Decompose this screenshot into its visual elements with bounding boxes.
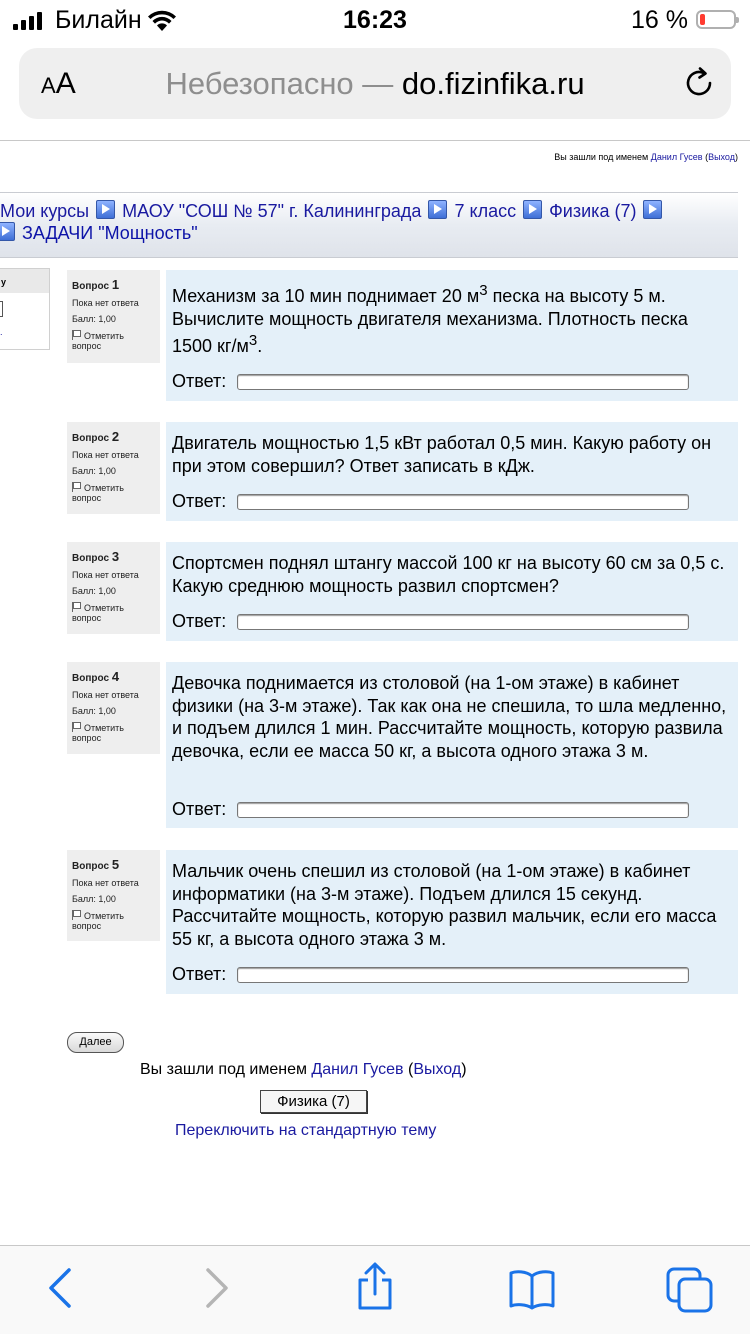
answer-input[interactable] — [237, 967, 689, 983]
question-grade: Балл: 1,00 — [72, 586, 116, 596]
question-grade: Балл: 1,00 — [72, 894, 116, 904]
back-icon[interactable] — [45, 1266, 75, 1310]
question-number: Вопрос 3 — [72, 549, 120, 564]
breadcrumb-arrow-icon — [0, 222, 15, 241]
breadcrumb-arrow-icon — [96, 200, 115, 219]
answer-label: Ответ: — [172, 491, 227, 511]
flag-question-button[interactable]: Отметить вопрос — [72, 911, 124, 931]
answer-input[interactable] — [237, 494, 689, 510]
question-state: Пока нет ответа — [72, 298, 139, 308]
share-icon[interactable] — [354, 1262, 396, 1312]
quiz-nav-button[interactable] — [0, 301, 3, 317]
answer-input[interactable] — [237, 614, 689, 630]
answer-input[interactable] — [237, 374, 689, 390]
quiz-navigation-block — [0, 268, 50, 350]
question-content — [166, 422, 738, 521]
quiz-nav-link[interactable]: . — [0, 327, 3, 337]
forward-icon[interactable] — [202, 1266, 232, 1310]
url-display[interactable] — [19, 66, 731, 102]
question-state: Пока нет ответа — [72, 878, 139, 888]
tabs-icon[interactable] — [665, 1266, 715, 1314]
divider — [0, 140, 750, 141]
login-info-bottom: Вы зашли под именем Данил Гусев (Выход) — [140, 1061, 467, 1078]
question-number: Вопрос 2 — [72, 429, 120, 444]
question-3 — [67, 542, 738, 641]
browser-toolbar — [0, 1246, 750, 1334]
user-link[interactable]: Данил Гусев — [650, 152, 703, 162]
breadcrumb-arrow-icon — [523, 200, 542, 219]
bookmarks-icon[interactable] — [508, 1268, 556, 1310]
question-grade: Балл: 1,00 — [72, 466, 116, 476]
logout-link[interactable]: Выход — [708, 152, 735, 162]
question-info — [67, 270, 160, 363]
reader-options-button[interactable]: AA — [41, 67, 76, 100]
flag-icon — [72, 722, 80, 731]
flag-icon — [72, 910, 80, 919]
answer-label: Ответ: — [172, 964, 227, 984]
flag-question-button[interactable]: Отметить вопрос — [72, 723, 124, 743]
next-button[interactable]: Далее — [67, 1032, 124, 1053]
question-grade: Балл: 1,00 — [72, 706, 116, 716]
question-text: Двигатель мощностью 1,5 кВт работал 0,5 мин. Какую работу он при этом совершил? Ответ записать в кДж. — [172, 433, 712, 476]
question-info — [67, 542, 160, 634]
flag-icon — [72, 330, 80, 339]
battery-icon — [696, 10, 736, 29]
breadcrumb-arrow-icon — [643, 200, 662, 219]
question-grade: Балл: 1,00 — [72, 314, 116, 324]
breadcrumb-grade[interactable]: 7 класс — [454, 201, 517, 221]
answer-label: Ответ: — [172, 371, 227, 391]
question-text: Спортсмен поднял штангу массой 100 кг на высоту 60 см за 0,5 с. Какую среднюю мощность развил спортсмен? — [172, 553, 725, 596]
question-5 — [67, 850, 738, 994]
answer-input[interactable] — [237, 802, 689, 818]
status-bar — [0, 0, 750, 44]
question-text: Механизм за 10 мин поднимает 20 $м^3$ песка на высоту 5 м. Вычислите мощность двигателя механизма. Плотность песка 1500 $кг/м^3$. — [172, 282, 688, 356]
reload-icon[interactable] — [681, 65, 717, 101]
question-content — [166, 662, 738, 828]
answer-label: Ответ: — [172, 799, 227, 819]
question-text: Мальчик очень спешил из столовой (на 1-ом этаже) в кабинет информатики (на 3-м этаже). Подъем длился 15 секунд. Рассчитайте мощность, которую развил мальчик, если его масса 55 кг, а высота одного этажа 3 м. — [172, 861, 717, 949]
insecure-label: Небезопасно — — [165, 66, 394, 101]
breadcrumb-school[interactable]: МАОУ "СОШ № 57" г. Калининграда — [122, 201, 422, 221]
battery-percent: 16 % — [631, 6, 688, 34]
question-number: Вопрос 1 — [72, 277, 120, 292]
switch-theme-link[interactable]: Переключить на стандартную тему — [175, 1122, 437, 1139]
question-state: Пока нет ответа — [72, 450, 139, 460]
breadcrumb-arrow-icon — [428, 200, 447, 219]
question-2 — [67, 422, 738, 521]
question-content — [166, 542, 738, 641]
logout-link[interactable]: Выход — [413, 1061, 462, 1078]
question-info — [67, 850, 160, 941]
question-text: Девочка поднимается из столовой (на 1-ом этаже) в кабинет физики (на 3-м этаже). Так как она не спешила, то шла медленно, и подъем длился 1 мин. Рассчитайте мощность, которую развила девочка, если ее масса 50 кг, а высота одного этажа 3 м. — [172, 673, 727, 761]
login-info-top: Вы зашли под именем Данил Гусев (Выход) — [554, 152, 738, 162]
question-state: Пока нет ответа — [72, 570, 139, 580]
breadcrumb-my-courses[interactable]: Мои курсы — [0, 201, 90, 221]
flag-question-button[interactable]: Отметить вопрос — [72, 603, 124, 623]
url-domain: do.fizinfika.ru — [401, 66, 585, 101]
answer-label: Ответ: — [172, 611, 227, 631]
question-number: Вопрос 4 — [72, 669, 120, 684]
breadcrumb-course[interactable]: Физика (7) — [549, 201, 637, 221]
question-state: Пока нет ответа — [72, 690, 139, 700]
question-4 — [67, 662, 738, 828]
carrier-name: Билайн — [55, 6, 142, 34]
breadcrumb — [0, 192, 738, 258]
clock: 16:23 — [343, 6, 407, 34]
breadcrumb-current: ЗАДАЧИ "Мощность" — [22, 223, 198, 243]
flag-icon — [72, 482, 80, 491]
user-link[interactable]: Данил Гусев — [311, 1061, 404, 1078]
question-1 — [67, 270, 738, 401]
course-button[interactable]: Физика (7) — [260, 1090, 367, 1113]
question-info — [67, 422, 160, 514]
flag-question-button[interactable]: Отметить вопрос — [72, 483, 124, 503]
flag-question-button[interactable]: Отметить вопрос — [72, 331, 124, 351]
question-info — [67, 662, 160, 754]
flag-icon — [72, 602, 80, 611]
question-content — [166, 850, 738, 994]
question-content — [166, 270, 738, 401]
address-bar[interactable] — [19, 48, 731, 119]
question-number: Вопрос 5 — [72, 857, 120, 872]
quiz-navigation-header: у — [0, 269, 49, 293]
